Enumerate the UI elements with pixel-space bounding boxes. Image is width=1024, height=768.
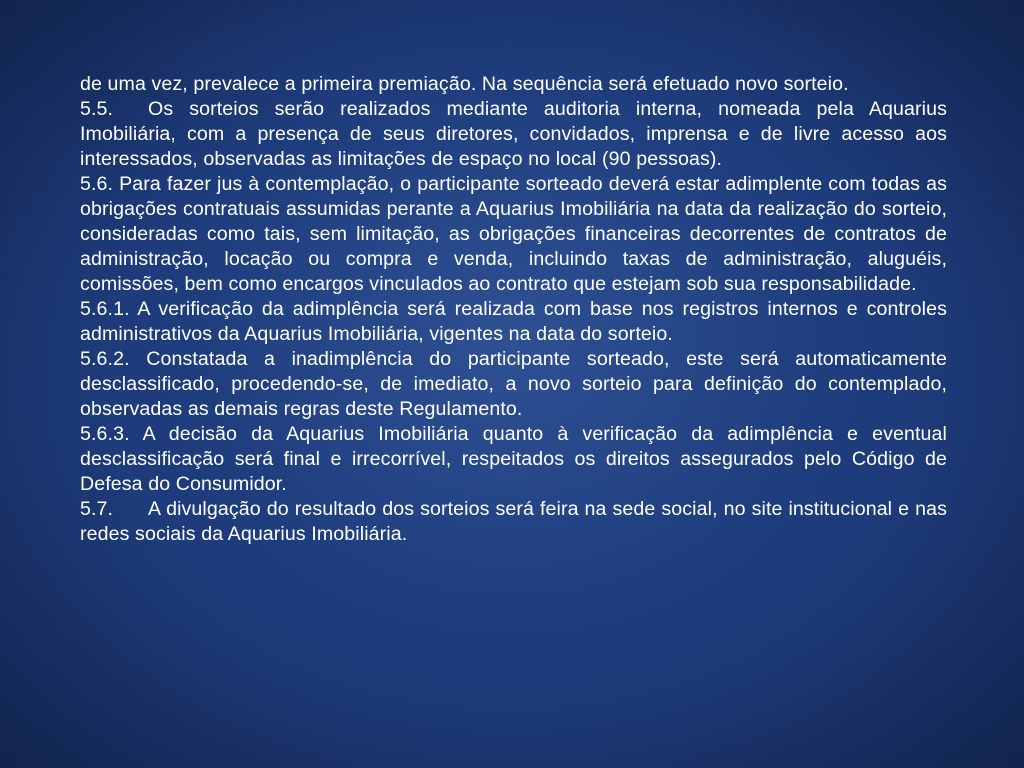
- clause-number: 5.6.2.: [80, 348, 130, 370]
- clause-5-6: [80, 172, 947, 297]
- clause-number: 5.5.: [80, 98, 114, 120]
- clause-5-6-3: [80, 422, 947, 497]
- clause-5-7: [80, 497, 947, 547]
- clause-number: 5.6.3.: [80, 423, 130, 445]
- clause-5-6-2: [80, 347, 947, 422]
- clause-number: 5.6.: [80, 173, 114, 195]
- regulation-text-block: [80, 72, 947, 547]
- clause-number: 5.7.: [80, 498, 114, 520]
- clause-number: 5.6.1.: [80, 298, 130, 320]
- clause-text: Os sorteios serão realizados mediante auditoria interna, nomeada pela Aquarius Imobiliária, com a presença de seus diretores, convidados, imprensa e de livre acesso aos interessados, observadas as limitações de espaço no local (90 pessoas).: [80, 98, 947, 170]
- clause-5-5: [80, 97, 947, 172]
- clause-text: A verificação da adimplência será realizada com base nos registros internos e controles administrativos da Aquarius Imobiliária, vigentes na data do sorteio.: [80, 298, 947, 345]
- paragraph-text: de uma vez, prevalece a primeira premiação. Na sequência será efetuado novo sorteio.: [80, 73, 849, 95]
- clause-5-6-1: [80, 297, 947, 347]
- paragraph-continuation: [80, 72, 947, 97]
- clause-text: Para fazer jus à contemplação, o participante sorteado deverá estar adimplente com todas as obrigações contratuais assumidas perante a Aquarius Imobiliária na data da realização do sorteio, consideradas como tais, sem limitação, as obrigações financeiras decorrentes de contratos de administração, locação ou compra e venda, incluindo taxas de administração, aluguéis, comissões, bem como encargos vinculados ao contrato que estejam sob sua responsabilidade.: [80, 173, 948, 295]
- clause-text: A divulgação do resultado dos sorteios será feira na sede social, no site institucional e nas redes sociais da Aquarius Imobiliária.: [80, 498, 947, 545]
- clause-text: Constatada a inadimplência do participante sorteado, este será automaticamente desclassificado, procedendo-se, de imediato, a novo sorteio para definição do contemplado, observadas as demais regras deste Regulamento.: [80, 348, 948, 420]
- clause-text: A decisão da Aquarius Imobiliária quanto à verificação da adimplência e eventual desclassificação será final e irrecorrível, respeitados os direitos assegurados pelo Código de Defesa do Consumidor.: [80, 423, 947, 495]
